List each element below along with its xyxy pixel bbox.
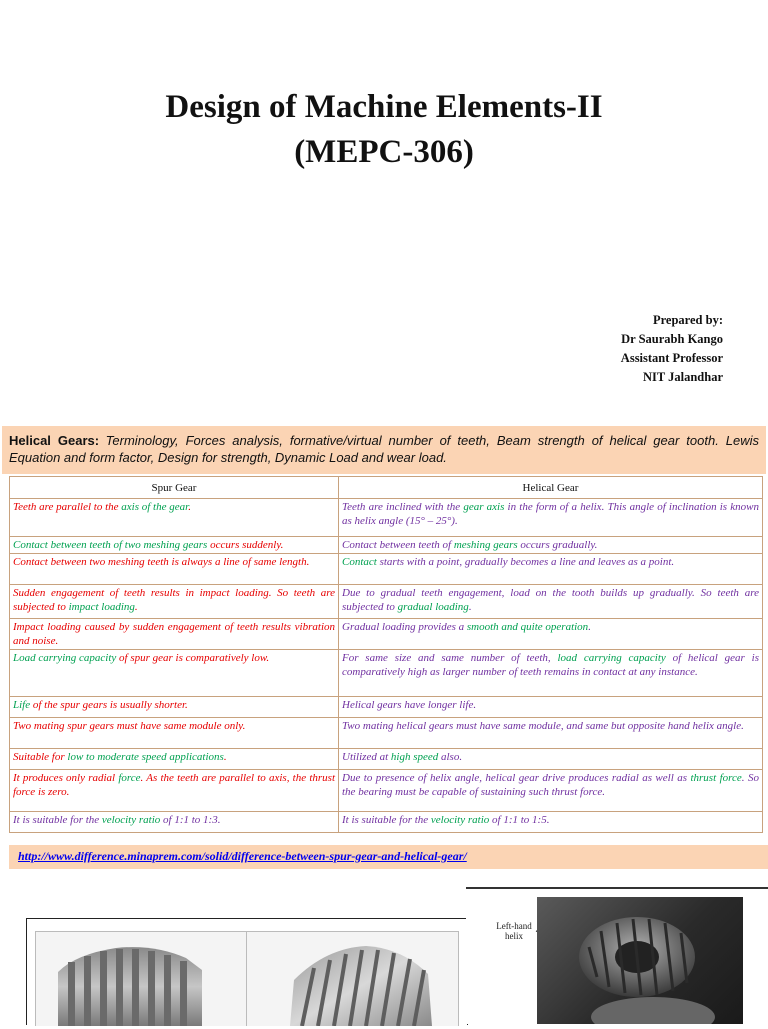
- spur-gear-cell: [10, 749, 339, 770]
- table-row: [10, 499, 763, 537]
- cell-text-segment: Helical gears have longer life.: [342, 699, 477, 711]
- prepared-by-block: [621, 311, 723, 387]
- cell-text-segment: . As the teeth are parallel to axis, the thrust force is zero.: [13, 772, 335, 798]
- helical-gear-cell: [339, 554, 763, 585]
- helix-figure: [466, 887, 768, 1024]
- table-row: [10, 554, 763, 585]
- gear-photos-figure: [26, 918, 468, 1025]
- table-row: [10, 585, 763, 619]
- cell-text-segment: of 1:1 to 1:3.: [160, 814, 221, 826]
- spur-gear-cell: [10, 585, 339, 619]
- reference-link[interactable]: http://www.difference.minaprem.com/solid/difference-between-spur-gear-and-helical-gear/: [9, 845, 768, 869]
- cell-text-segment: low to moderate speed applications: [67, 751, 224, 763]
- cell-text-segment: Contact between two meshing teeth is always a line of same length.: [13, 556, 310, 568]
- spur-gear-cell: [10, 697, 339, 718]
- cell-text-segment: meshing gears: [453, 539, 518, 551]
- cell-text-segment: load carrying capacity: [557, 652, 666, 664]
- cell-text-segment: smooth and quite operation: [466, 621, 589, 633]
- helical-gear-cell: [339, 749, 763, 770]
- table-row: [10, 749, 763, 770]
- table-row: [10, 650, 763, 697]
- cell-text-segment: Due to presence of helix angle, helical gear drive produces radial as well as: [342, 772, 691, 784]
- cell-text-segment: of helical gear is comparatively high as larger number of teeth remains in contact at any instance.: [342, 652, 759, 678]
- helical-gear-header: Helical Gear: [339, 477, 763, 499]
- course-title: [0, 85, 768, 175]
- gear-photos-svg: [36, 932, 458, 1026]
- cell-text-segment: It produces only radial: [13, 772, 119, 784]
- helix-label: Left-hand helix: [496, 921, 532, 941]
- helical-gears-svg: [537, 897, 743, 1024]
- helical-gear-pair-photo: [537, 897, 743, 1024]
- cell-text-segment: .: [134, 601, 138, 613]
- helical-gear-cell: [339, 585, 763, 619]
- cell-text-segment: occurs gradually.: [517, 539, 598, 551]
- comparison-table-body: [10, 499, 763, 833]
- table-row: [10, 812, 763, 833]
- cell-text-segment: Teeth are inclined with the: [342, 501, 464, 513]
- comparison-slide: [0, 404, 768, 1024]
- table-row: [10, 770, 763, 812]
- cell-text-segment: Impact loading caused by sudden engagement of teeth results vibration and noise.: [13, 621, 335, 647]
- cell-text-segment: occurs suddenly.: [210, 539, 284, 551]
- cell-text-segment: .: [188, 501, 191, 513]
- cell-text-segment: Load carrying capacity: [13, 652, 117, 664]
- helical-gear-image: [290, 946, 432, 1026]
- cell-text-segment: of 1:1 to 1:5.: [489, 814, 550, 826]
- cell-text-segment: velocity ratio: [430, 814, 490, 826]
- spur-gear-image: [58, 947, 202, 1026]
- cell-text-segment: It is suitable for the: [342, 814, 431, 826]
- cell-text-segment: Life: [13, 699, 31, 711]
- author-name: Dr Saurabh Kango: [621, 332, 723, 346]
- cell-text-segment: .: [223, 751, 227, 763]
- helical-gear-cell: [339, 718, 763, 749]
- helical-gear-cell: [339, 697, 763, 718]
- table-row: [10, 697, 763, 718]
- cell-text-segment: Contact: [342, 556, 377, 568]
- cell-text-segment: . So the bearing must be capable of sustaining such thrust force.: [342, 772, 760, 798]
- spur-gear-cell: [10, 554, 339, 585]
- table-row: [10, 718, 763, 749]
- cell-text-segment: high speed: [390, 751, 439, 763]
- comparison-table: [9, 476, 763, 833]
- cell-text-segment: Gradual loading provides a: [342, 621, 467, 633]
- cell-text-segment: Contact between teeth of: [342, 539, 454, 551]
- helical-gear-cell: [339, 812, 763, 833]
- table-row: [10, 537, 763, 554]
- cell-text-segment: thrust force: [690, 772, 742, 784]
- cell-text-segment: It is suitable for the: [13, 814, 102, 826]
- prepared-by-label: Prepared by:: [652, 313, 723, 327]
- cell-text-segment: gradual loading: [397, 601, 469, 613]
- cell-text-segment: of spur gear is comparatively low.: [116, 652, 270, 664]
- spur-gear-cell: [10, 718, 339, 749]
- cell-text-segment: For same size and same number of teeth,: [342, 652, 558, 664]
- cell-text-segment: .: [588, 621, 591, 633]
- cell-text-segment: Contact between teeth of two meshing gears: [13, 539, 211, 551]
- spur-gear-cell: [10, 619, 339, 650]
- cell-text-segment: force: [118, 772, 141, 784]
- spur-gear-cell: [10, 499, 339, 537]
- cell-text-segment: Sudden engagement of teeth results in impact loading. So teeth are subjected to: [13, 587, 335, 613]
- table-row: [10, 619, 763, 650]
- title-line-1: Design of Machine Elements-II: [165, 89, 603, 125]
- cell-text-segment: Teeth are parallel to the: [13, 501, 122, 513]
- spur-gear-cell: [10, 650, 339, 697]
- cell-text-segment: impact loading: [68, 601, 135, 613]
- helical-gear-cell: [339, 537, 763, 554]
- cell-text-segment: Suitable for: [13, 751, 68, 763]
- title-line-2: (MEPC-306): [294, 134, 474, 170]
- cover-slide: [0, 0, 768, 402]
- author-designation: Assistant Professor: [620, 351, 723, 365]
- cell-text-segment: Two mating spur gears must have same module only.: [13, 720, 246, 732]
- cell-text-segment: gear axis: [463, 501, 505, 513]
- cell-text-segment: axis of the gear: [121, 501, 189, 513]
- topic-heading: Helical Gears:: [9, 433, 100, 448]
- cell-text-segment: Utilized at: [342, 751, 391, 763]
- gear-photos-panel: [35, 931, 459, 1026]
- cell-text-segment: also.: [438, 751, 463, 763]
- helical-gear-cell: [339, 619, 763, 650]
- spur-gear-cell: [10, 770, 339, 812]
- helical-gear-cell: [339, 650, 763, 697]
- helical-gear-cell: [339, 499, 763, 537]
- spur-gear-cell: [10, 537, 339, 554]
- cell-text-segment: Due to gradual teeth engagement, load on the tooth builds up gradually. So teeth are subjected to: [342, 587, 759, 613]
- cell-text-segment: .: [468, 601, 472, 613]
- spur-gear-cell: [10, 812, 339, 833]
- cell-text-segment: in the form of a helix. This angle of inclination is known as helix angle (15° – 25°).: [342, 501, 759, 527]
- helical-gear-cell: [339, 770, 763, 812]
- topic-description: Terminology, Forces analysis, formative/virtual number of teeth, Beam strength of helical gear tooth. Lewis Equation and form factor, Design for strength, Dynamic Load and wear load.: [9, 433, 759, 465]
- topic-banner: [2, 426, 766, 474]
- cell-text-segment: starts with a point, gradually becomes a line and leaves as a point.: [376, 556, 675, 568]
- cell-text-segment: of the spur gears is usually shorter.: [30, 699, 188, 711]
- author-institute: NIT Jalandhar: [642, 370, 723, 384]
- cell-text-segment: Two mating helical gears must have same module, and same but opposite hand helix angle.: [342, 720, 744, 732]
- spur-gear-header: Spur Gear: [10, 477, 339, 499]
- cell-text-segment: velocity ratio: [101, 814, 161, 826]
